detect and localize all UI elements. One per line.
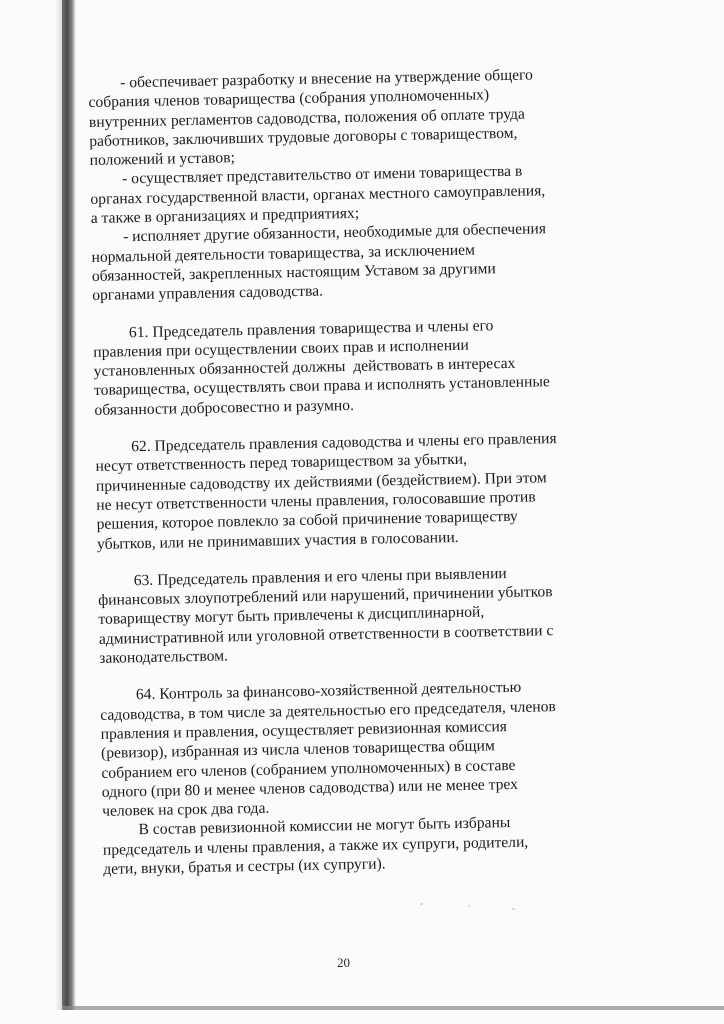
text-line: 61. Председатель правления товарищества и члены его [128, 316, 494, 341]
text-line: финансовых злоупотреблений или нарушений, причинении убытков [97, 583, 553, 610]
text-line: одного (при 80 и менее членов садоводства) или не менее трех [101, 775, 519, 801]
text-line: товарищества, осуществлять свои права и исполнять установленные [93, 373, 550, 400]
text-line: 64. Контроль за финансово-хозяйственной деятельностью [135, 679, 522, 704]
text-line: положений и уставов; [89, 149, 235, 170]
text-line: решения, которое повлекло за собой причинение товариществу [96, 508, 518, 534]
text-line: 62. Председатель правления садоводства и члены его правления [131, 430, 557, 456]
text-line: собранием его членов (собранием уполномоченных) в составе [101, 756, 516, 782]
text-line: дети, внуки, братья и сестры (их супруги). [103, 855, 386, 878]
text-line: не несут ответственности члены правления, голосовавшие против [96, 488, 536, 514]
text-line: садоводства, в том числе за деятельностью его председателя, членов [100, 697, 556, 724]
text-line: а также в организациях и предприятиях; [90, 204, 360, 228]
text-line: органами управления садоводства. [92, 282, 324, 305]
text-line: - осуществляет представительство от имени товарищества в [121, 163, 523, 188]
page-number: 20 [337, 955, 350, 970]
text-line: нормальной деятельности товарищества, за исключением [91, 241, 476, 266]
scan-speckle [512, 908, 515, 910]
text-line: убытков, или не принимавших участия в голосовании. [96, 528, 459, 553]
text-line: работников, заключивших трудовые договоры с товариществом, [89, 124, 518, 150]
text-line: - исполняет другие обязанности, необходимые для обеспечения [122, 220, 547, 246]
scan-speckle [468, 905, 470, 907]
text-line: В состав ревизионной комиссии не могут быть избраны [138, 814, 511, 839]
text-line: обязанностей, закрепленных настоящим Уставом за другими [91, 260, 496, 285]
text-line: законодательством. [99, 647, 229, 667]
text-line: правления при осуществлении своих прав и исполнении [93, 336, 469, 361]
text-line: несут ответственность перед товариществом за убытки, [95, 451, 468, 476]
text-line: установленных обязанностей должны действовать в интересах [93, 355, 516, 381]
text-line: человек на срок два года. [101, 799, 270, 820]
text-line: - обеспечивает разработку и внесение на утверждение общего [120, 66, 534, 92]
scan-speckle [420, 903, 423, 905]
text-line: правления и правления, осуществляет ревизионная комиссия [100, 717, 508, 743]
text-line: причиненные садоводству их действиями (бездействием). При этом [95, 468, 547, 495]
scan-bottom-edge [62, 1006, 724, 1010]
document-body [88, 64, 603, 879]
scan-binding-edge [62, 0, 76, 1010]
text-line: 63. Председатель правления и его члены при выявлении [133, 564, 507, 590]
text-line: товариществу могут быть привлечены к дисциплинарной, [98, 603, 485, 629]
text-line: председатель и члены правления, а также их супруги, родители, [102, 833, 529, 859]
text-line: (ревизор), избранная из числа членов товарищества общим [100, 737, 495, 763]
text-line: органах государственной власти, органах местного самоуправления, [90, 182, 546, 208]
text-line: обязанности добросовестно и разумно. [94, 396, 355, 419]
text-line: административной или уголовной ответственности в соответствии с [98, 621, 554, 648]
text-line: собрания членов товарищества (собрания уполномоченных) [88, 86, 490, 112]
text-line: внутренних регламентов садоводства, положения об оплате труда [88, 105, 526, 131]
